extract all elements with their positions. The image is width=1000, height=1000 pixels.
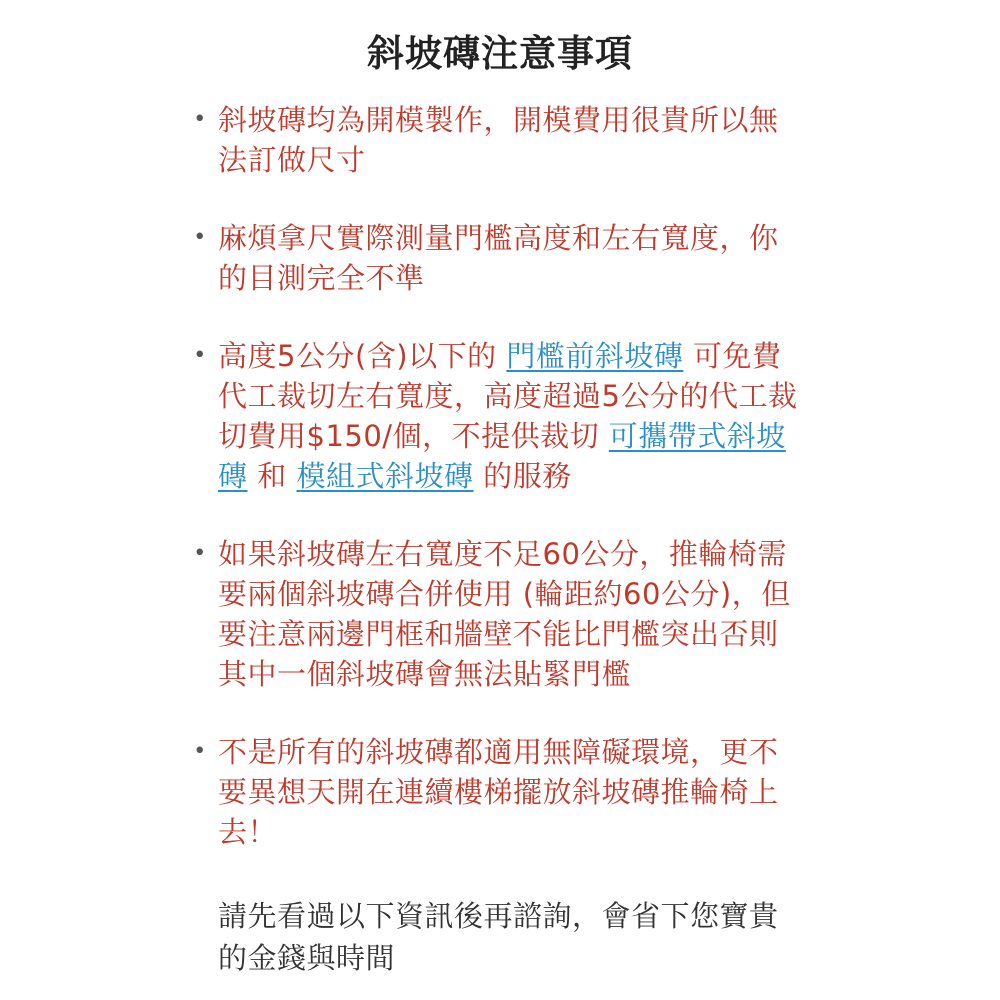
notice-list (0, 100, 1000, 890)
note-text: 和 (247, 459, 297, 493)
bullet-icon: • (193, 225, 207, 250)
footer-notice: 請先看過以下資訊後再諮詢，會省下您寶貴的金錢與時間 (218, 899, 779, 975)
note-item-cutting-service (193, 336, 798, 496)
note-item-custom-size (193, 100, 798, 180)
page-title: 斜坡磚注意事項 (367, 32, 633, 75)
note-item-measure (193, 218, 798, 298)
note-text: 如果斜坡磚左右寬度不足60公分，推輪椅需要兩個斜坡磚合併使用 (輪距約60公分)，但要注意兩邊門框和牆壁不能比門檻突出否則其中一個斜坡磚會無法貼緊門檻 (218, 537, 791, 691)
note-text: 不是所有的斜坡磚都適用無障礙環境，更不要異想天開在連續樓梯擺放斜坡磚推輪椅上去！ (218, 735, 779, 849)
note-text: 斜坡磚均為開模製作，開模費用很貴所以無法訂做尺寸 (218, 103, 779, 177)
note-text: 高度5公分(含)以下的 (218, 339, 507, 373)
note-text: 的服務 (473, 459, 572, 493)
bullet-icon: • (193, 343, 207, 368)
bullet-icon: • (193, 107, 207, 132)
bullet-icon: • (193, 739, 207, 764)
modular-ramp-link[interactable]: 模組式斜坡磚 (296, 459, 474, 493)
bullet-icon: • (193, 541, 207, 566)
threshold-ramp-link[interactable]: 門檻前斜坡磚 (506, 339, 684, 373)
note-text: 麻煩拿尺實際測量門檻高度和左右寬度，你的目測完全不準 (218, 221, 779, 295)
note-item-accessibility-warning (193, 732, 798, 852)
note-item-wheelchair-width (193, 534, 798, 694)
portable-ramp-link[interactable]: 可攜帶式斜坡磚 (218, 419, 786, 493)
note-text: 可免費代工裁切左右寬度，高度超過5公分的代工裁切費用$150/個，不提供裁切 (218, 339, 798, 453)
